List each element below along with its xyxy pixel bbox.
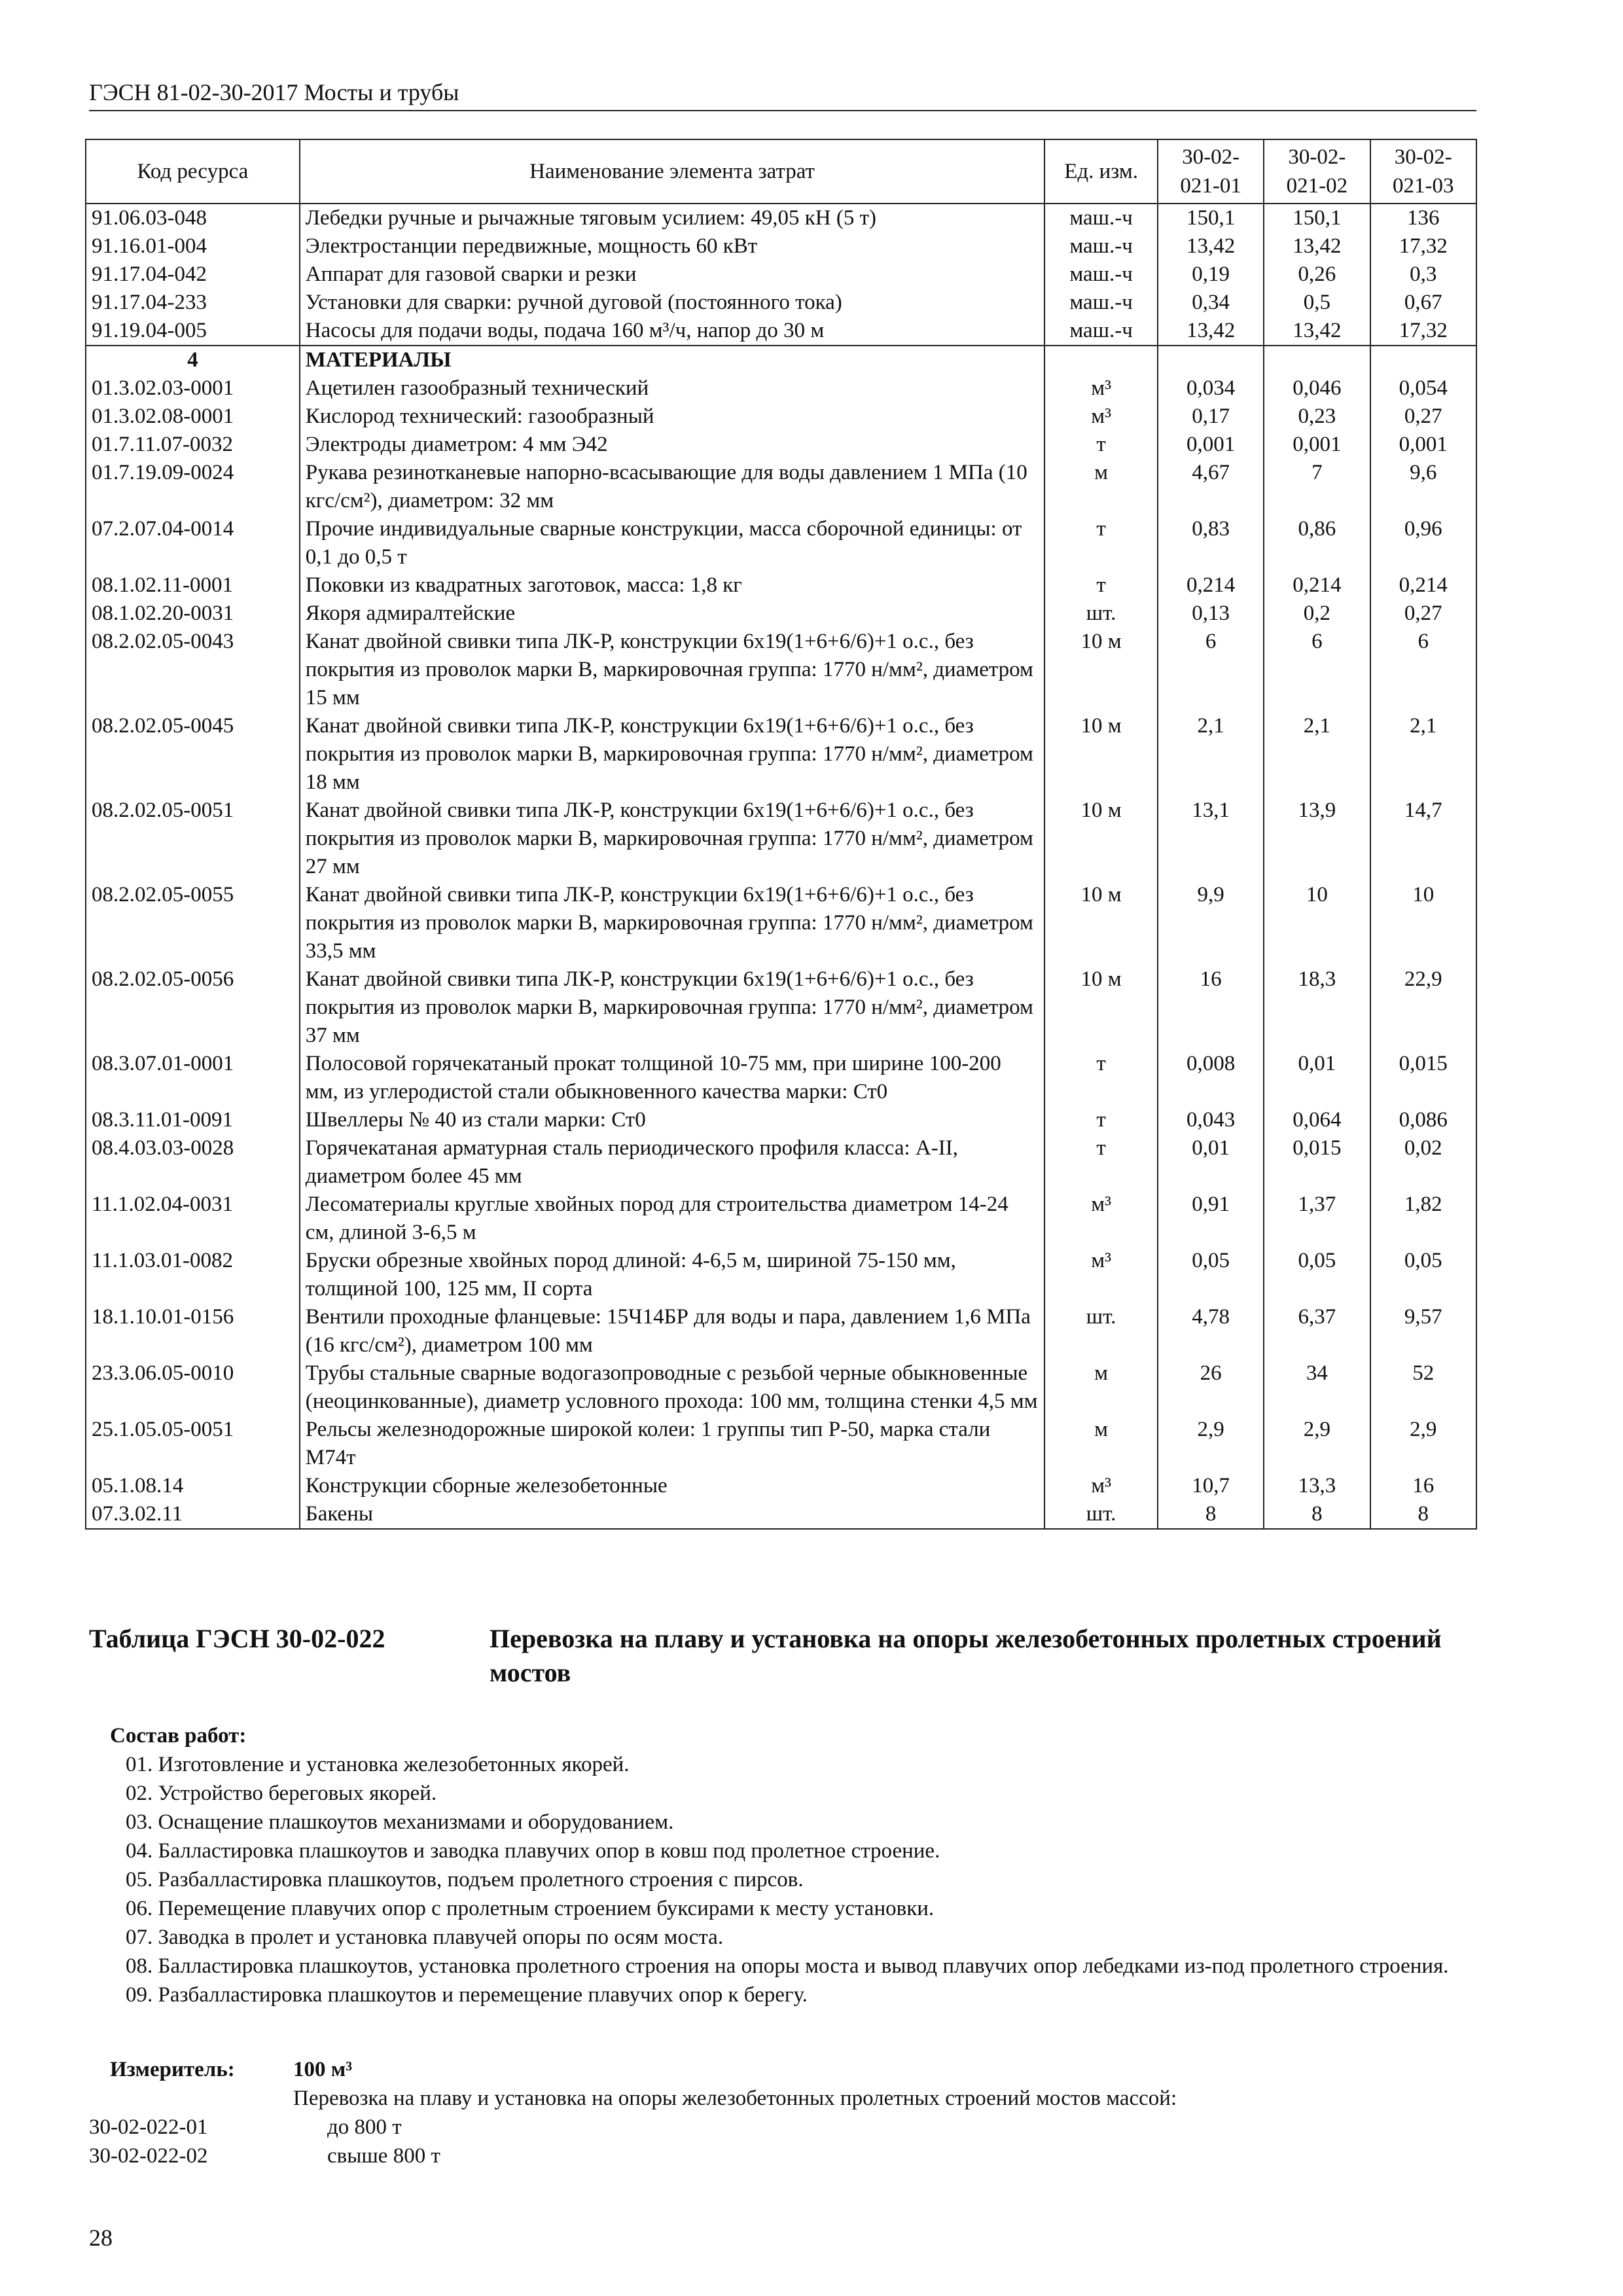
value-021-01: 2,9 [1158,1416,1264,1472]
value-021-03: 2,9 [1370,1416,1476,1472]
resources-table [85,139,1477,1530]
resource-name: Рельсы железнодорожные широкой колеи: 1 группы тип Р-50, марка стали М74т [300,1416,1045,1472]
value-021-01: 6 [1158,628,1264,712]
resource-name: Канат двойной свивки типа ЛК-Р, конструкции 6х19(1+6+6/6)+1 о.с., без покрытия из проволок марки В, маркировочная группа: 1770 н/мм², диаметром 15 мм [300,628,1045,712]
resource-unit: т [1044,1106,1158,1134]
resource-unit: маш.-ч [1044,204,1158,232]
value-021-01: 16 [1158,965,1264,1050]
table-row [86,1134,1476,1191]
value-021-03: 0,086 [1370,1106,1476,1134]
works-heading: Состав работ: [110,1724,247,1748]
resource-name: Горячекатаная арматурная сталь периодического профиля класса: А-II, диаметром более 45 мм [300,1134,1045,1191]
resource-name: Установки для сварки: ручной дуговой (постоянного тока) [300,289,1045,317]
meter-value: 100 м³ [293,2058,353,2081]
resource-unit: шт. [1044,600,1158,628]
value-021-01: 0,008 [1158,1050,1264,1106]
table-row [86,628,1476,712]
meter-item [89,2142,1476,2170]
resource-code: 91.06.03-048 [86,204,300,232]
resource-code: 11.1.02.04-0031 [86,1191,300,1247]
value-021-02: 34 [1264,1359,1370,1416]
resource-code: 25.1.05.05-0051 [86,1416,300,1472]
value-021-02: 1,37 [1264,1191,1370,1247]
resource-code: 91.17.04-042 [86,260,300,289]
value-021-01: 0,19 [1158,260,1264,289]
resource-unit: маш.-ч [1044,317,1158,346]
table-row [86,374,1476,403]
value-021-01: 0,17 [1158,403,1264,431]
resource-name: Электроды диаметром: 4 мм Э42 [300,431,1045,459]
value-021-03: 8 [1370,1500,1476,1529]
resource-code: 91.19.04-005 [86,317,300,346]
resource-name: Вентили проходные фланцевые: 15Ч14БР для воды и пара, давлением 1,6 МПа (16 кгс/см²), диаметром 100 мм [300,1303,1045,1359]
value-021-02: 13,42 [1264,232,1370,260]
value-021-03: 136 [1370,204,1476,232]
value-021-02: 0,5 [1264,289,1370,317]
resource-unit: м³ [1044,1472,1158,1500]
meter-item-code: 30-02-022-02 [89,2144,208,2168]
resource-code: 08.2.02.05-0055 [86,881,300,965]
value-021-02: 13,42 [1264,317,1370,346]
value-021-01: 9,9 [1158,881,1264,965]
resource-code: 08.3.07.01-0001 [86,1050,300,1106]
value-021-03: 10 [1370,881,1476,965]
table-label: Таблица ГЭСН 30-02-022 [89,1624,385,1653]
table-row [86,232,1476,260]
resource-name: Лесоматериалы круглые хвойных пород для строительства диаметром 14-24 см, длиной 3-6,5 м [300,1191,1045,1247]
value-021-02: 0,046 [1264,374,1370,403]
table-row [86,1106,1476,1134]
table-row [86,403,1476,431]
value-021-02 [1264,346,1370,374]
value-021-03: 0,67 [1370,289,1476,317]
work-item: 08. Балластировка плашкоутов, установка пролетного строения на опоры моста и вывод плавучих опор лебедками из-под пролетного строения. [126,1954,1449,1978]
value-021-02: 0,05 [1264,1247,1370,1303]
value-021-01: 2,1 [1158,712,1264,797]
work-item: 07. Заводка в пролет и установка плавучей опоры по осям моста. [126,1926,724,1949]
work-item: 03. Оснащение плашкоутов механизмами и оборудованием. [126,1810,674,1834]
meter-item-text: до 800 т [327,2115,402,2139]
value-021-03: 1,82 [1370,1191,1476,1247]
value-021-02: 8 [1264,1500,1370,1529]
resource-unit: т [1044,1134,1158,1191]
resource-name: Якоря адмиралтейские [300,600,1045,628]
value-021-03: 0,054 [1370,374,1476,403]
value-021-03: 0,001 [1370,431,1476,459]
resource-code: 08.1.02.20-0031 [86,600,300,628]
value-021-03: 0,3 [1370,260,1476,289]
resource-code: 08.3.11.01-0091 [86,1106,300,1134]
resource-code: 11.1.03.01-0082 [86,1247,300,1303]
works-list [89,1750,1476,2009]
resource-code: 01.3.02.08-0001 [86,403,300,431]
meter-label: Измеритель: [110,2058,235,2081]
value-021-01: 0,34 [1158,289,1264,317]
table-row [86,431,1476,459]
meter-item [89,2113,1476,2142]
value-021-01: 13,42 [1158,317,1264,346]
work-item: 06. Перемещение плавучих опор с пролетным строением буксирами к месту установки. [126,1897,935,1920]
resource-unit: 10 м [1044,712,1158,797]
value-021-03: 0,96 [1370,515,1476,571]
resource-unit: м³ [1044,1247,1158,1303]
resource-unit: т [1044,431,1158,459]
resource-name: Насосы для подачи воды, подача 160 м³/ч, напор до 30 м [300,317,1045,346]
meter-item-code: 30-02-022-01 [89,2115,208,2139]
resource-name: Канат двойной свивки типа ЛК-Р, конструкции 6х19(1+6+6/6)+1 о.с., без покрытия из проволок марки В, маркировочная группа: 1770 н/мм², диаметром 37 мм [300,965,1045,1050]
value-021-01: 26 [1158,1359,1264,1416]
value-021-02: 6,37 [1264,1303,1370,1359]
resource-code: 08.4.03.03-0028 [86,1134,300,1191]
page-number: 28 [89,2225,113,2251]
resource-name: Бакены [300,1500,1045,1529]
table-row [86,515,1476,571]
resource-name: Конструкции сборные железобетонные [300,1472,1045,1500]
table-row [86,965,1476,1050]
table-row [86,797,1476,881]
value-021-01: 0,83 [1158,515,1264,571]
resource-unit: маш.-ч [1044,289,1158,317]
column-header-021-01: 30-02- 021-01 [1158,139,1264,204]
resource-code: 08.2.02.05-0045 [86,712,300,797]
resource-unit: м³ [1044,403,1158,431]
value-021-01: 0,001 [1158,431,1264,459]
table-row [86,712,1476,797]
value-021-01: 0,91 [1158,1191,1264,1247]
resource-name: Трубы стальные сварные водогазопроводные с резьбой черные обыкновенные (неоцинкованные), диаметр условного прохода: 100 мм, толщина стенки 4,5 мм [300,1359,1045,1416]
value-021-02: 13,9 [1264,797,1370,881]
table-row [86,1416,1476,1472]
value-021-01: 10,7 [1158,1472,1264,1500]
column-header-code: Код ресурса [86,139,300,204]
resource-name: Канат двойной свивки типа ЛК-Р, конструкции 6х19(1+6+6/6)+1 о.с., без покрытия из проволок марки В, маркировочная группа: 1770 н/мм², диаметром 33,5 мм [300,881,1045,965]
table-row [86,1359,1476,1416]
table-row [86,881,1476,965]
resource-unit: м³ [1044,374,1158,403]
resource-code: 08.2.02.05-0056 [86,965,300,1050]
value-021-01 [1158,346,1264,374]
value-021-01: 4,78 [1158,1303,1264,1359]
resource-code: 08.2.02.05-0051 [86,797,300,881]
work-item: 05. Разбалластировка плашкоутов, подъем пролетного строения с пирсов. [126,1868,804,1892]
value-021-02: 0,01 [1264,1050,1370,1106]
page-header: ГЭСН 81-02-30-2017 Мосты и трубы [89,79,1476,111]
value-021-02: 150,1 [1264,204,1370,232]
value-021-02: 0,015 [1264,1134,1370,1191]
value-021-02: 0,86 [1264,515,1370,571]
column-header-021-02: 30-02- 021-02 [1264,139,1370,204]
table-row [86,1191,1476,1247]
value-021-01: 0,214 [1158,571,1264,600]
table-row [86,204,1476,232]
value-021-02: 13,3 [1264,1472,1370,1500]
value-021-03: 22,9 [1370,965,1476,1050]
value-021-02: 2,1 [1264,712,1370,797]
resource-name: Швеллеры № 40 из стали марки: Ст0 [300,1106,1045,1134]
resource-name: Бруски обрезные хвойных пород длиной: 4-6,5 м, шириной 75-150 мм, толщиной 100, 125 мм, II сорта [300,1247,1045,1303]
resource-unit: 10 м [1044,965,1158,1050]
value-021-02: 6 [1264,628,1370,712]
resource-unit: м [1044,459,1158,515]
resource-name: Аппарат для газовой сварки и резки [300,260,1045,289]
value-021-01: 13,1 [1158,797,1264,881]
resource-name: Прочие индивидуальные сварные конструкции, масса сборочной единицы: от 0,1 до 0,5 т [300,515,1045,571]
value-021-01: 8 [1158,1500,1264,1529]
resource-code: 91.16.01-004 [86,232,300,260]
table-row [86,459,1476,515]
table-row [86,600,1476,628]
resource-code: 07.3.02.11 [86,1500,300,1529]
value-021-03: 9,6 [1370,459,1476,515]
resource-code: 18.1.10.01-0156 [86,1303,300,1359]
value-021-02: 0,26 [1264,260,1370,289]
resource-unit: м [1044,1416,1158,1472]
resource-code: 05.1.08.14 [86,1472,300,1500]
table-body [86,204,1476,1529]
resource-code: 07.2.07.04-0014 [86,515,300,571]
value-021-03: 6 [1370,628,1476,712]
value-021-02: 10 [1264,881,1370,965]
resource-name: Поковки из квадратных заготовок, масса: 1,8 кг [300,571,1045,600]
table-title: Перевозка на плаву и установка на опоры железобетонных пролетных строений мостов [490,1624,1442,1687]
value-021-01: 0,05 [1158,1247,1264,1303]
resource-unit: 10 м [1044,881,1158,965]
table-row [86,1472,1476,1500]
value-021-03: 9,57 [1370,1303,1476,1359]
resource-name: Кислород технический: газообразный [300,403,1045,431]
table-row [86,260,1476,289]
resource-code: 4 [86,346,300,374]
value-021-01: 0,13 [1158,600,1264,628]
table-row [86,571,1476,600]
work-item: 04. Балластировка плашкоутов и заводка плавучих опор в ковш под пролетное строение. [126,1839,940,1863]
value-021-01: 0,043 [1158,1106,1264,1134]
value-021-03 [1370,346,1476,374]
resource-name: Лебедки ручные и рычажные тяговым усилием: 49,05 кН (5 т) [300,204,1045,232]
meter-items [89,2113,1476,2170]
column-header-name: Наименование элемента затрат [300,139,1045,204]
resource-code: 08.2.02.05-0043 [86,628,300,712]
value-021-02: 0,001 [1264,431,1370,459]
table-row [86,1500,1476,1529]
table-row [86,289,1476,317]
resource-code: 01.7.11.07-0032 [86,431,300,459]
work-item: 02. Устройство береговых якорей. [126,1782,437,1805]
resource-unit: 10 м [1044,797,1158,881]
table-row [86,346,1476,374]
work-item: 09. Разбалластировка плашкоутов и перемещение плавучих опор к берегу. [126,1983,808,2007]
value-021-03: 2,1 [1370,712,1476,797]
table-row [86,317,1476,346]
value-021-03: 17,32 [1370,232,1476,260]
meter-item-text: свыше 800 т [327,2144,440,2168]
column-header-021-03: 30-02- 021-03 [1370,139,1476,204]
resource-name: Канат двойной свивки типа ЛК-Р, конструкции 6х19(1+6+6/6)+1 о.с., без покрытия из проволок марки В, маркировочная группа: 1770 н/мм², диаметром 18 мм [300,712,1045,797]
resource-unit: т [1044,515,1158,571]
value-021-01: 0,034 [1158,374,1264,403]
resource-name: Ацетилен газообразный технический [300,374,1045,403]
resource-unit: т [1044,571,1158,600]
resource-unit: шт. [1044,1303,1158,1359]
value-021-03: 16 [1370,1472,1476,1500]
resource-name: МАТЕРИАЛЫ [300,346,1045,374]
table-row [86,1050,1476,1106]
value-021-02: 7 [1264,459,1370,515]
work-item: 01. Изготовление и установка железобетонных якорей. [126,1753,630,1776]
meter-description: Перевозка на плаву и установка на опоры железобетонных пролетных строений мостов массой: [293,2087,1177,2110]
resource-unit: маш.-ч [1044,260,1158,289]
resource-code: 23.3.06.05-0010 [86,1359,300,1416]
value-021-03: 17,32 [1370,317,1476,346]
value-021-02: 18,3 [1264,965,1370,1050]
value-021-01: 0,01 [1158,1134,1264,1191]
resource-unit [1044,346,1158,374]
resource-code: 01.3.02.03-0001 [86,374,300,403]
value-021-03: 0,214 [1370,571,1476,600]
value-021-03: 14,7 [1370,797,1476,881]
resource-unit: шт. [1044,1500,1158,1529]
table-row [86,1247,1476,1303]
column-header-unit: Ед. изм. [1044,139,1158,204]
value-021-03: 0,27 [1370,600,1476,628]
resource-unit: м³ [1044,1191,1158,1247]
value-021-01: 4,67 [1158,459,1264,515]
table-row [86,1303,1476,1359]
value-021-03: 52 [1370,1359,1476,1416]
value-021-03: 0,02 [1370,1134,1476,1191]
value-021-03: 0,015 [1370,1050,1476,1106]
resource-name: Полосовой горячекатаный прокат толщиной 10-75 мм, при ширине 100-200 мм, из углеродистой стали обыкновенного качества марки: Ст0 [300,1050,1045,1106]
value-021-01: 150,1 [1158,204,1264,232]
resource-code: 01.7.19.09-0024 [86,459,300,515]
resource-name: Рукава резинотканевые напорно-всасывающие для воды давлением 1 МПа (10 кгс/см²), диаметром: 32 мм [300,459,1045,515]
value-021-02: 0,214 [1264,571,1370,600]
resource-name: Электростанции передвижные, мощность 60 кВт [300,232,1045,260]
value-021-02: 0,23 [1264,403,1370,431]
value-021-03: 0,27 [1370,403,1476,431]
meter-section [89,2055,1476,2170]
resource-unit: 10 м [1044,628,1158,712]
table-header-row [86,139,1476,204]
value-021-01: 13,42 [1158,232,1264,260]
resource-unit: т [1044,1050,1158,1106]
resource-unit: м [1044,1359,1158,1416]
value-021-03: 0,05 [1370,1247,1476,1303]
resource-unit: маш.-ч [1044,232,1158,260]
value-021-02: 0,064 [1264,1106,1370,1134]
resource-code: 91.17.04-233 [86,289,300,317]
value-021-02: 2,9 [1264,1416,1370,1472]
works-section [89,1721,1476,2009]
value-021-02: 0,2 [1264,600,1370,628]
resource-code: 08.1.02.11-0001 [86,571,300,600]
resource-name: Канат двойной свивки типа ЛК-Р, конструкции 6х19(1+6+6/6)+1 о.с., без покрытия из проволок марки В, маркировочная группа: 1770 н/мм², диаметром 27 мм [300,797,1045,881]
